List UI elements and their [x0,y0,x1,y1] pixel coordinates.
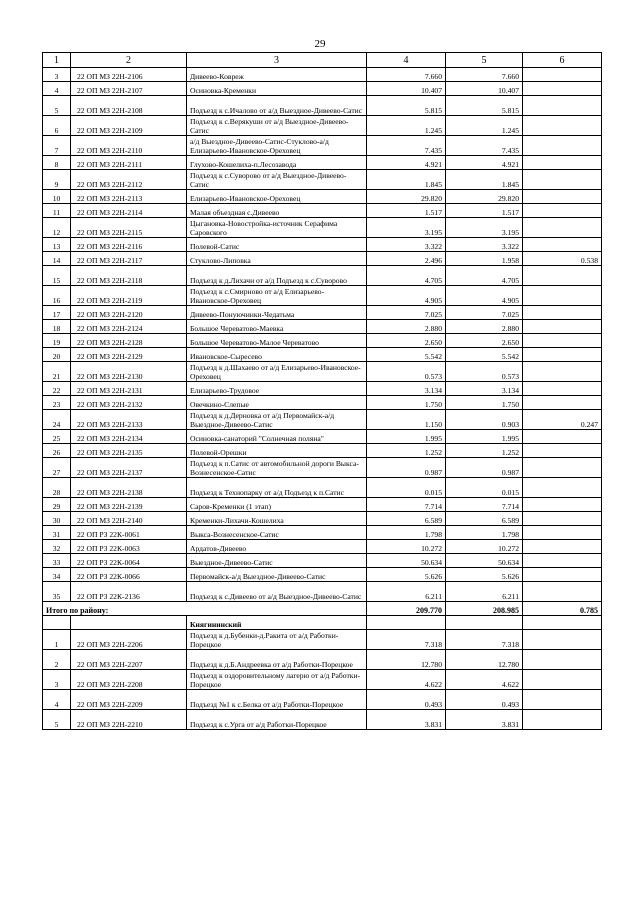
row-number: 20 [43,348,71,362]
row-number: 32 [43,540,71,554]
table-row [43,396,602,410]
length-col-5: 5.542 [446,348,523,362]
table-row [43,68,602,82]
row-number: 14 [43,252,71,266]
road-name: Подъезд к д.Дерновка от а/д Первомайск-а/д Выездное-Дивеево-Сатис [187,410,367,430]
total-row [43,602,602,616]
table-row [43,582,602,602]
road-code: 22 ОП МЗ 22Н-2109 [71,116,187,136]
road-name: Саров-Кременки (1 этап) [187,498,367,512]
road-name: Дивеево-Понуючинки-Чедатьма [187,306,367,320]
total-length: 3.195 [367,218,446,238]
length-col-5: 1.798 [446,526,523,540]
length-col-6 [523,630,602,650]
total-length: 2.650 [367,334,446,348]
road-name: Подъезд к с.Суворово от а/д Выездное-Дивеево-Сатис [187,170,367,190]
length-col-6 [523,444,602,458]
table-row [43,512,602,526]
total-length: 4.905 [367,286,446,306]
road-name: Подъезд к Технопарку от а/д Подъезд к п.Сатис [187,478,367,498]
total-length: 0.987 [367,458,446,478]
road-code: 22 ОП МЗ 22Н-2111 [71,156,187,170]
length-col-5: 7.660 [446,68,523,82]
total-label: Итого по району: [43,602,367,616]
row-number: 3 [43,670,71,690]
total-length: 3.322 [367,238,446,252]
road-code: 22 ОП МЗ 22Н-2210 [71,710,187,730]
row-number: 4 [43,690,71,710]
length-col-6 [523,670,602,690]
total-length: 1.845 [367,170,446,190]
road-name: Большое Череватово-Малое Череватово [187,334,367,348]
total-length: 50.634 [367,554,446,568]
total-length: 10.407 [367,82,446,96]
road-code: 22 ОП МЗ 22Н-2139 [71,498,187,512]
road-code: 22 ОП МЗ 22Н-2114 [71,204,187,218]
row-number: 33 [43,554,71,568]
row-number: 30 [43,512,71,526]
road-name: а/д Выездное-Дивеево-Сатис-Стуклово-а/д Елизарьево-Ивановское-Ореховец [187,136,367,156]
table-row [43,170,602,190]
header-row [43,53,602,68]
length-col-6: 0.538 [523,252,602,266]
road-code: 22 ОП МЗ 22Н-2119 [71,286,187,306]
road-name: Глухово-Кошелиха-п.Лесозавода [187,156,367,170]
road-code: 22 ОП МЗ 22Н-2115 [71,218,187,238]
section-empty-6 [523,616,602,630]
length-col-6 [523,710,602,730]
road-code: 22 ОП РЗ 22К-0063 [71,540,187,554]
road-code: 22 ОП МЗ 22Н-2129 [71,348,187,362]
total-length: 3.134 [367,382,446,396]
header-col-2: 2 [71,53,187,68]
road-name: Подъезд к с.Ичалово от а/д Выездное-Дивеево-Сатис [187,96,367,116]
row-number: 18 [43,320,71,334]
length-col-5: 7.435 [446,136,523,156]
header-col-6: 6 [523,53,602,68]
length-col-6 [523,430,602,444]
length-col-5: 0.987 [446,458,523,478]
table-row [43,444,602,458]
road-name: Подъезд к д.Бубенки-д.Ракита от а/д Работки-Порецкое [187,630,367,650]
road-code: 22 ОП РЗ 22К-0061 [71,526,187,540]
row-number: 3 [43,68,71,82]
road-name: Подъезд к д.Б.Андреевка от а/д Работки-Порецкое [187,650,367,670]
length-col-5: 1.245 [446,116,523,136]
length-col-5: 6.589 [446,512,523,526]
length-col-6 [523,320,602,334]
row-number: 15 [43,266,71,286]
road-code: 22 ОП МЗ 22Н-2131 [71,382,187,396]
road-name: Выездное-Дивеево-Сатис [187,554,367,568]
length-col-6 [523,68,602,82]
total-length: 5.542 [367,348,446,362]
roads-table-body [43,53,602,730]
road-code: 22 ОП МЗ 22Н-2110 [71,136,187,156]
length-col-5: 2.880 [446,320,523,334]
total-length: 4.622 [367,670,446,690]
length-col-5: 6.211 [446,582,523,602]
total-col-5: 208.985 [446,602,523,616]
road-code: 22 ОП МЗ 22Н-2124 [71,320,187,334]
table-row [43,204,602,218]
table-row [43,156,602,170]
table-row [43,554,602,568]
length-col-6 [523,136,602,156]
total-length: 2.496 [367,252,446,266]
table-row [43,348,602,362]
road-code: 22 ОП МЗ 22Н-2209 [71,690,187,710]
total-length: 6.211 [367,582,446,602]
total-length: 7.025 [367,306,446,320]
length-col-6 [523,82,602,96]
length-col-5: 1.958 [446,252,523,266]
length-col-5: 4.905 [446,286,523,306]
length-col-6 [523,334,602,348]
road-name: Выкса-Вознесенское-Сатис [187,526,367,540]
total-length: 4.921 [367,156,446,170]
total-length: 1.252 [367,444,446,458]
road-code: 22 ОП МЗ 22Н-2118 [71,266,187,286]
table-row [43,320,602,334]
length-col-6 [523,156,602,170]
table-row [43,650,602,670]
row-number: 27 [43,458,71,478]
row-number: 4 [43,82,71,96]
road-name: Дивеево-Ковреж [187,68,367,82]
road-code: 22 ОП МЗ 22Н-2106 [71,68,187,82]
road-name: Кременки-Лихачи-Кошелиха [187,512,367,526]
page-number: 29 [314,38,326,50]
row-number: 19 [43,334,71,348]
table-row [43,218,602,238]
road-code: 22 ОП МЗ 22Н-2135 [71,444,187,458]
total-length: 0.015 [367,478,446,498]
total-length: 7.318 [367,630,446,650]
road-name: Подъезд №1 к с.Белка от а/д Работки-Порецкое [187,690,367,710]
length-col-5: 50.634 [446,554,523,568]
length-col-5: 3.134 [446,382,523,396]
length-col-6 [523,582,602,602]
length-col-5: 1.750 [446,396,523,410]
road-code: 22 ОП МЗ 22Н-2134 [71,430,187,444]
row-number: 16 [43,286,71,306]
length-col-6 [523,362,602,382]
total-length: 5.626 [367,568,446,582]
length-col-6 [523,650,602,670]
road-name: Елизарьево-Ивановское-Ореховец [187,190,367,204]
row-number: 5 [43,710,71,730]
road-code: 22 ОП МЗ 22Н-2138 [71,478,187,498]
road-code: 22 ОП РЗ 22К-0066 [71,568,187,582]
row-number: 10 [43,190,71,204]
total-length: 1.150 [367,410,446,430]
table-row [43,334,602,348]
road-code: 22 ОП МЗ 22Н-2206 [71,630,187,650]
total-length: 6.589 [367,512,446,526]
length-col-5: 4.622 [446,670,523,690]
row-number: 8 [43,156,71,170]
road-name: Подъезд к оздоровительному лагерю от а/д Работки-Порецкое [187,670,367,690]
header-col-5: 5 [446,53,523,68]
road-name: Полевой-Орешки [187,444,367,458]
length-col-5: 4.705 [446,266,523,286]
row-number: 6 [43,116,71,136]
length-col-6 [523,458,602,478]
road-code: 22 ОП МЗ 22Н-2207 [71,650,187,670]
row-number: 1 [43,630,71,650]
road-code: 22 ОП РЗ 22К-2136 [71,582,187,602]
row-number: 31 [43,526,71,540]
road-name: Стуклово-Липовка [187,252,367,266]
length-col-6 [523,266,602,286]
road-code: 22 ОП МЗ 22Н-2117 [71,252,187,266]
length-col-5: 1.995 [446,430,523,444]
length-col-5: 5.815 [446,96,523,116]
road-name: Подъезд к с.Урга от а/д Работки-Порецкое [187,710,367,730]
total-length: 1.995 [367,430,446,444]
total-length: 10.272 [367,540,446,554]
road-code: 22 ОП МЗ 22Н-2108 [71,96,187,116]
header-col-1: 1 [43,53,71,68]
road-name: Ивановское-Сыресево [187,348,367,362]
road-name: Осиновка-санаторий "Солнечная поляна" [187,430,367,444]
table-row [43,382,602,396]
road-name: Первомайск-а/д Выездное-Дивеево-Сатис [187,568,367,582]
table-row [43,670,602,690]
road-name: Овечкино-Слепые [187,396,367,410]
length-col-6 [523,190,602,204]
length-col-5: 10.272 [446,540,523,554]
total-length: 1.517 [367,204,446,218]
total-length: 1.798 [367,526,446,540]
length-col-5: 1.517 [446,204,523,218]
length-col-6 [523,690,602,710]
road-code: 22 ОП МЗ 22Н-2140 [71,512,187,526]
section-empty-4 [367,616,446,630]
length-col-5: 1.252 [446,444,523,458]
length-col-6 [523,170,602,190]
length-col-6 [523,204,602,218]
table-row [43,266,602,286]
header-col-4: 4 [367,53,446,68]
length-col-6 [523,306,602,320]
row-number: 35 [43,582,71,602]
row-number: 9 [43,170,71,190]
road-name: Большое Череватово-Маевка [187,320,367,334]
road-code: 22 ОП МЗ 22Н-2137 [71,458,187,478]
row-number: 24 [43,410,71,430]
row-number: 11 [43,204,71,218]
total-length: 1.750 [367,396,446,410]
row-number: 12 [43,218,71,238]
length-col-6 [523,116,602,136]
road-name: Малая объездная с.Дивеево [187,204,367,218]
table-row [43,82,602,96]
length-col-5: 0.015 [446,478,523,498]
header-col-3: 3 [187,53,367,68]
row-number: 23 [43,396,71,410]
table-row [43,478,602,498]
road-name: Осиновка-Кременки [187,82,367,96]
length-col-5: 0.903 [446,410,523,430]
table-row [43,96,602,116]
length-col-5: 7.318 [446,630,523,650]
total-col-6: 0.785 [523,602,602,616]
section-empty-5 [446,616,523,630]
road-name: Подъезд к п.Сатис от автомобильной дороги Выкса-Вознесенское-Сатис [187,458,367,478]
table-row [43,190,602,204]
total-length: 0.573 [367,362,446,382]
road-code: 22 ОП МЗ 22Н-2113 [71,190,187,204]
length-col-6 [523,218,602,238]
total-length: 7.435 [367,136,446,156]
length-col-6: 0.247 [523,410,602,430]
road-code: 22 ОП МЗ 22Н-2120 [71,306,187,320]
length-col-5: 4.921 [446,156,523,170]
total-length: 7.714 [367,498,446,512]
row-number: 17 [43,306,71,320]
length-col-5: 7.714 [446,498,523,512]
section-empty-2 [71,616,187,630]
road-code: 22 ОП МЗ 22Н-2112 [71,170,187,190]
row-number: 5 [43,96,71,116]
row-number: 34 [43,568,71,582]
table-row [43,630,602,650]
row-number: 25 [43,430,71,444]
section-row [43,616,602,630]
length-col-5: 3.195 [446,218,523,238]
length-col-5: 2.650 [446,334,523,348]
table-row [43,362,602,382]
section-title: Княгининский [187,616,367,630]
row-number: 29 [43,498,71,512]
length-col-6 [523,498,602,512]
total-length: 7.660 [367,68,446,82]
length-col-5: 5.626 [446,568,523,582]
table-row [43,410,602,430]
total-length: 12.780 [367,650,446,670]
table-row [43,306,602,320]
total-length: 29.820 [367,190,446,204]
table-row [43,458,602,478]
total-length: 1.245 [367,116,446,136]
length-col-6 [523,396,602,410]
road-code: 22 ОП МЗ 22Н-2132 [71,396,187,410]
row-number: 13 [43,238,71,252]
road-name: Подъезд к д.Шахаево от а/д Елизарьево-Ивановское-Ореховец [187,362,367,382]
table-row [43,568,602,582]
total-length: 2.880 [367,320,446,334]
length-col-6 [523,348,602,362]
table-row [43,116,602,136]
row-number: 26 [43,444,71,458]
road-code: 22 ОП МЗ 22Н-2116 [71,238,187,252]
table-row [43,136,602,156]
length-col-6 [523,286,602,306]
length-col-6 [523,568,602,582]
road-name: Цыгановка-Новостройка-источник Серафима Саровского [187,218,367,238]
table-row [43,690,602,710]
table-row [43,252,602,266]
total-length: 209.770 [367,602,446,616]
road-name: Подъезд к д.Лихачи от а/д Подъезд к с.Суворово [187,266,367,286]
total-length: 4.705 [367,266,446,286]
length-col-6 [523,540,602,554]
table-row [43,238,602,252]
road-code: 22 ОП РЗ 22К-0064 [71,554,187,568]
roads-table [42,52,602,730]
section-empty-1 [43,616,71,630]
table-row [43,430,602,444]
length-col-5: 10.407 [446,82,523,96]
length-col-6 [523,512,602,526]
length-col-5: 3.831 [446,710,523,730]
row-number: 28 [43,478,71,498]
road-name: Елизарьево-Трудовое [187,382,367,396]
length-col-6 [523,382,602,396]
length-col-5: 0.573 [446,362,523,382]
road-code: 22 ОП МЗ 22Н-2208 [71,670,187,690]
road-name: Ардатов-Дивеево [187,540,367,554]
road-name: Подъезд к с.Смирново от а/д Елизарьево-Ивановское-Ореховец [187,286,367,306]
length-col-5: 0.493 [446,690,523,710]
length-col-6 [523,478,602,498]
table-row [43,286,602,306]
row-number: 7 [43,136,71,156]
road-name: Подъезд к с.Верякуши от а/д Выездное-Дивеево-Сатис [187,116,367,136]
length-col-6 [523,526,602,540]
road-name: Подъезд к с.Дивеево от а/д Выездное-Дивеево-Сатис [187,582,367,602]
table-row [43,540,602,554]
table-row [43,498,602,512]
length-col-6 [523,554,602,568]
table-row [43,710,602,730]
road-code: 22 ОП МЗ 22Н-2130 [71,362,187,382]
length-col-5: 29.820 [446,190,523,204]
road-code: 22 ОП МЗ 22Н-2133 [71,410,187,430]
total-length: 3.831 [367,710,446,730]
row-number: 22 [43,382,71,396]
length-col-5: 12.780 [446,650,523,670]
length-col-5: 7.025 [446,306,523,320]
row-number: 2 [43,650,71,670]
length-col-5: 3.322 [446,238,523,252]
length-col-5: 1.845 [446,170,523,190]
row-number: 21 [43,362,71,382]
length-col-6 [523,238,602,252]
total-length: 0.493 [367,690,446,710]
total-length: 5.815 [367,96,446,116]
road-code: 22 ОП МЗ 22Н-2128 [71,334,187,348]
table-row [43,526,602,540]
road-name: Полевой-Сатис [187,238,367,252]
road-code: 22 ОП МЗ 22Н-2107 [71,82,187,96]
length-col-6 [523,96,602,116]
